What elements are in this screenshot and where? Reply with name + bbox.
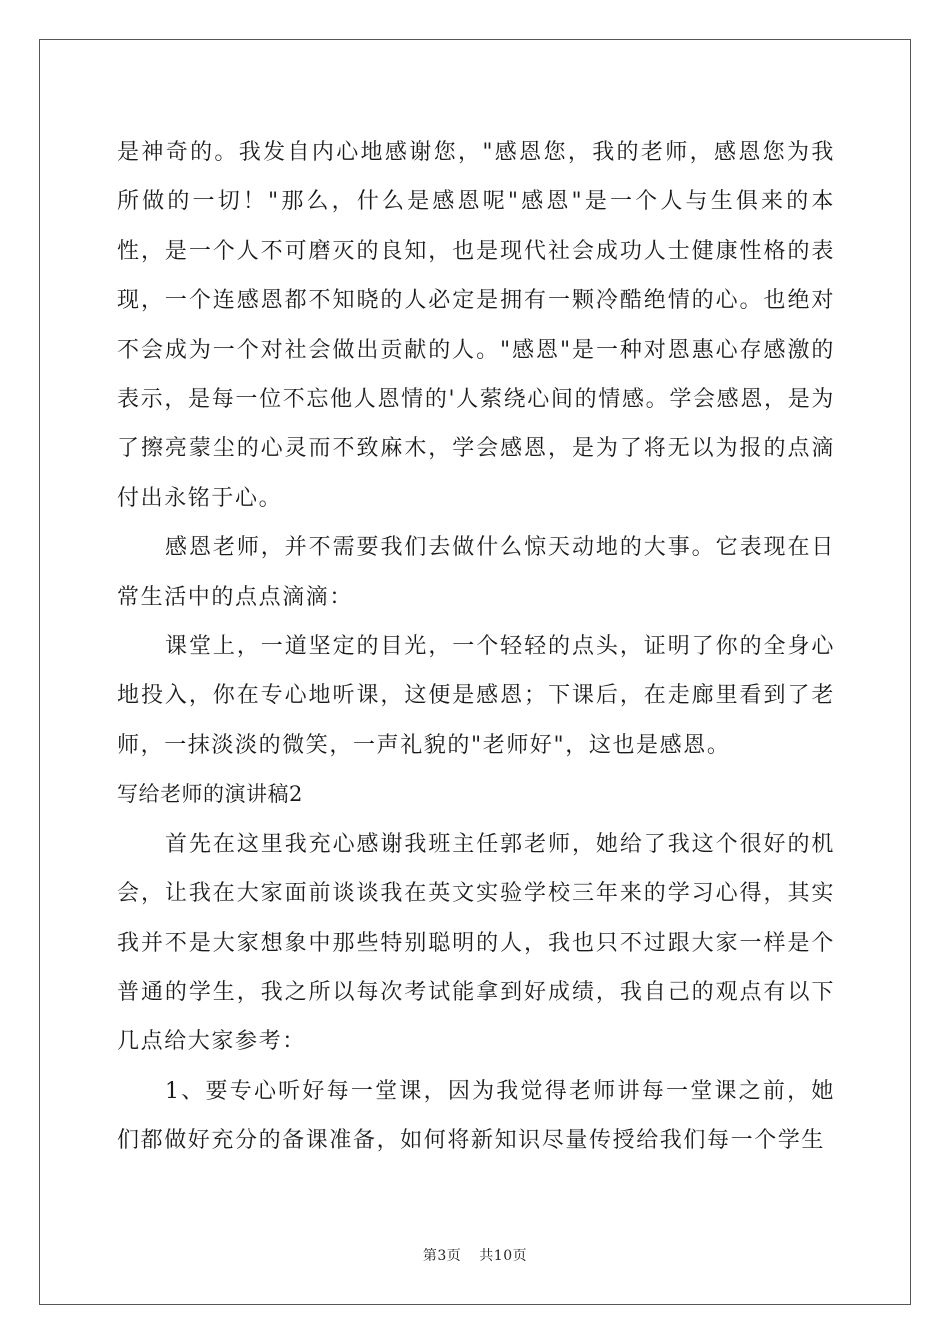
page-number: 第3页 xyxy=(422,1248,462,1264)
section-heading: 写给老师的演讲稿2 xyxy=(117,782,303,807)
paragraph-continuation: 是神奇的。我发自内心地感谢您，"感恩您，我的老师，感恩您为我所做的一切！"那么，什么是感恩呢"感恩"是一个人与生俱来的本性，是一个人不可磨灭的良知，也是现代社会成功人士健康性格的表现，一个连感恩都不知晓的人必定是拥有一颗冷酷绝情的心。也绝对不会成为一个对社会做出贡献的人。"感恩"是一种对恩惠心存感激的表示，是每一位不忘他人恩情的'人萦绕心间的情感。学会感恩，是为了擦亮蒙尘的心灵而不致麻木，学会感恩，是为了将无以为报的点滴付出永铭于心。 xyxy=(117,140,835,511)
paragraph-point-1: 1、要专心听好每一堂课，因为我觉得老师讲每一堂课之前，她们都做好充分的备课准备，如何将新知识尽量传授给我们每一个学生 xyxy=(117,1078,835,1154)
paragraph-thanks-teacher: 感恩老师，并不需要我们去做什么惊天动地的大事。它表现在日常生活中的点点滴滴： xyxy=(117,535,835,610)
page-footer xyxy=(0,1245,950,1265)
document-body xyxy=(117,128,835,1166)
paragraph-intro: 首先在这里我充心感谢我班主任郭老师，她给了我这个很好的机会，让我在大家面前谈谈我在英文实验学校三年来的学习心得，其实我并不是大家想象中那些特别聪明的人，我也只不过跟大家一样是个普通的学生，我之所以每次考试能拿到好成绩，我自己的观点有以下几点给大家参考： xyxy=(117,831,835,1055)
page-total: 共10页 xyxy=(479,1248,528,1264)
paragraph-classroom: 课堂上，一道坚定的目光，一个轻轻的点头，证明了你的全身心地投入，你在专心地听课，这便是感恩；下课后，在走廊里看到了老师，一抹淡淡的微笑，一声礼貌的"老师好"，这也是感恩。 xyxy=(117,634,835,758)
